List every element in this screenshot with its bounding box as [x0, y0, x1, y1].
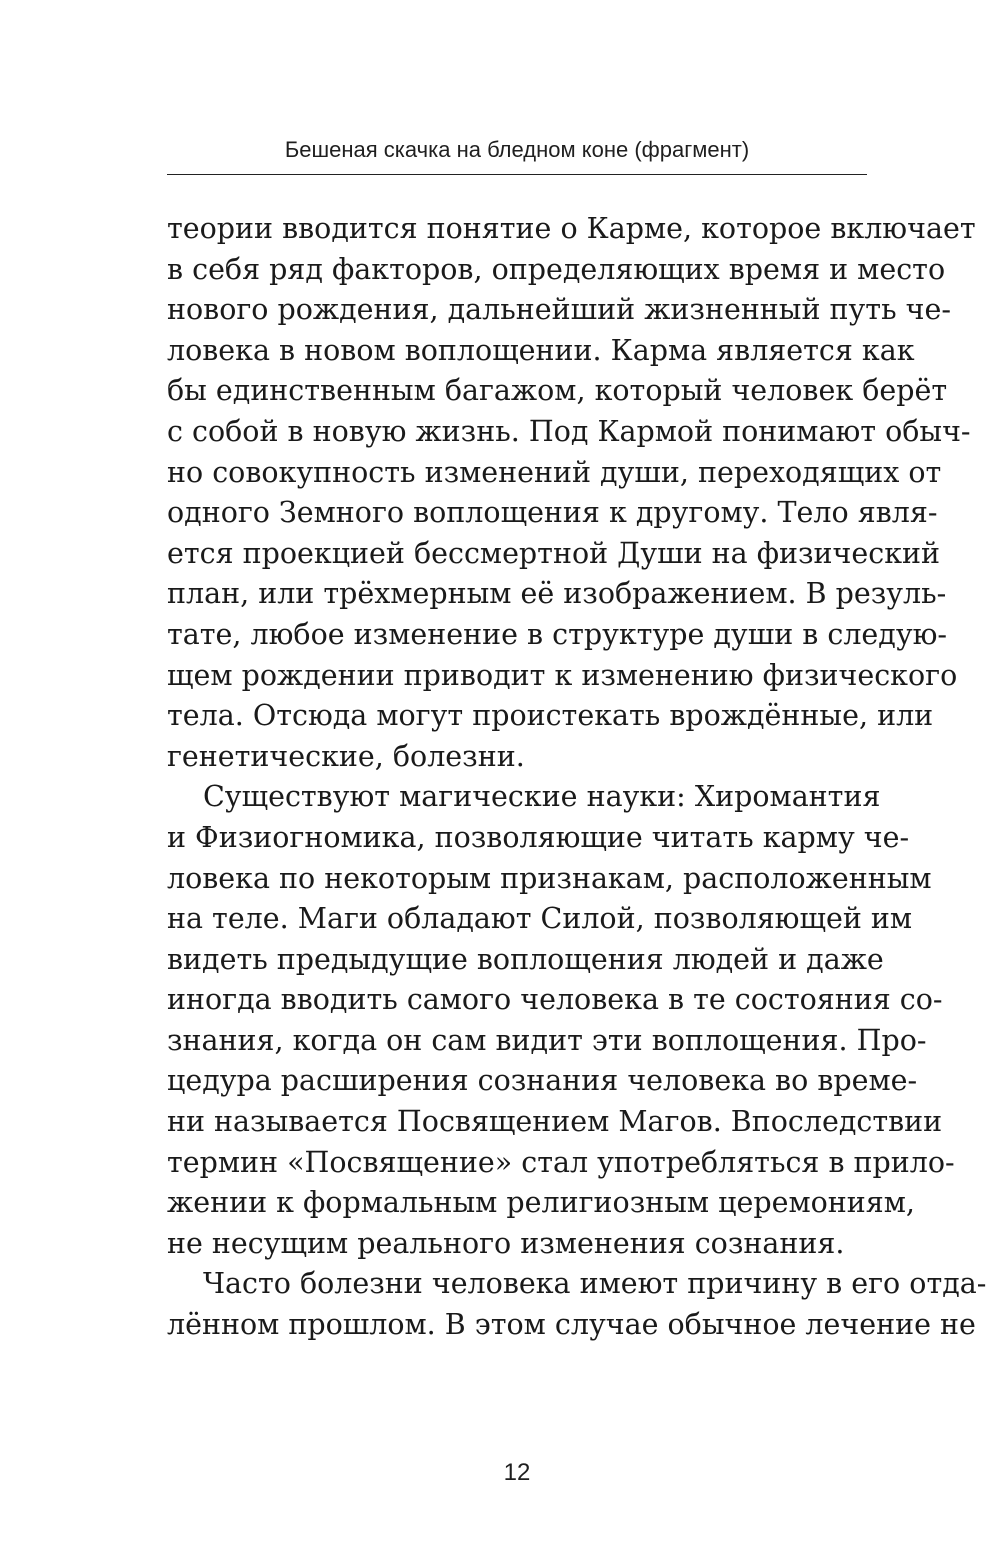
- body-text: [167, 209, 987, 1346]
- text-line: на теле. Маги обладают Силой, позволяющей им: [167, 902, 913, 936]
- text-line: ни называется Посвящением Магов. Впоследствии: [167, 1105, 943, 1139]
- paragraph: [167, 777, 955, 1264]
- text-line: знания, когда он сам видит эти воплощения. Про-: [167, 1023, 927, 1057]
- text-line: иногда вводить самого человека в те состояния со-: [167, 983, 943, 1017]
- running-head: Бешеная скачка на бледном коне (фрагмент): [284, 137, 750, 162]
- header-rule: [167, 174, 867, 175]
- text-line: но совокупность изменений души, переходящих от: [167, 455, 942, 489]
- text-line: Часто болезни человека имеют причину в его отда-: [203, 1267, 987, 1301]
- text-line: план, или трёхмерным её изображением. В резуль-: [167, 577, 947, 611]
- text-line: теории вводится понятие о Карме, которое включает: [167, 212, 976, 245]
- text-line: одного Земного воплощения к другому. Тело явля-: [167, 496, 938, 530]
- text-line: бы единственным багажом, который человек берёт: [167, 374, 948, 408]
- text-line: лённом прошлом. В этом случае обычное лечение не: [167, 1308, 976, 1342]
- text-line: жении к формальным религиозным церемониям,: [167, 1186, 915, 1220]
- page-number: 12: [503, 1459, 531, 1486]
- text-line: и Физиогномика, позволяющие читать карму че-: [167, 820, 910, 854]
- text-line: видеть предыдущие воплощения людей и даже: [167, 942, 884, 976]
- text-line: не несущим реального изменения сознания.: [167, 1226, 845, 1260]
- text-line: щем рождении приводит к изменению физического: [167, 658, 958, 692]
- text-line: генетические, болезни.: [167, 739, 525, 773]
- text-line: нового рождения, дальнейший жизненный путь че-: [167, 293, 951, 327]
- paragraph: [167, 1264, 987, 1345]
- text-line: Существуют магические науки: Хиромантия: [203, 780, 881, 814]
- paragraph: [167, 209, 976, 777]
- text-line: ется проекцией бессмертной Души на физический: [167, 536, 941, 570]
- text-line: термин «Посвящение» стал употребляться в прило-: [167, 1145, 955, 1179]
- text-line: с собой в новую жизнь. Под Кармой понимают обыч-: [167, 414, 971, 448]
- text-line: тела. Отсюда могут проистекать врождённые, или: [167, 699, 934, 733]
- text-line: ловека в новом воплощении. Карма является как: [167, 333, 915, 367]
- text-line: тате, любое изменение в структуре души в следую-: [167, 617, 948, 651]
- text-line: цедура расширения сознания человека во време-: [167, 1064, 918, 1098]
- text-line: в себя ряд факторов, определяющих время и место: [167, 252, 946, 286]
- text-line: ловека по некоторым признакам, расположенным: [167, 861, 932, 895]
